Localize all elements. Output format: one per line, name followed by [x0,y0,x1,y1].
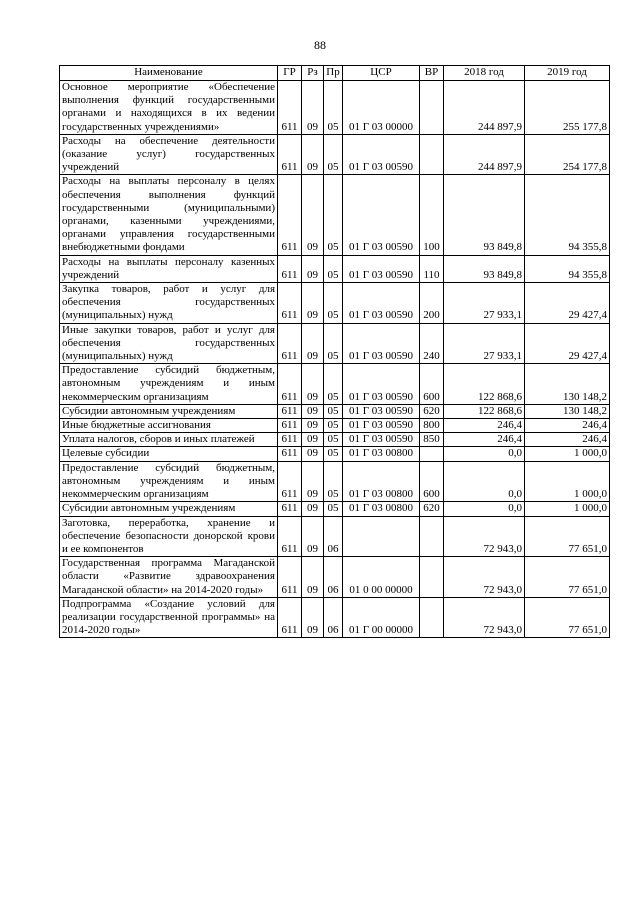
cell-vr: 620 [420,502,444,516]
cell-pr: 06 [324,597,343,638]
cell-pr: 06 [324,557,343,598]
cell-y2019: 77 651,0 [525,557,610,598]
cell-y2018: 93 849,8 [444,255,525,282]
cell-vr [420,557,444,598]
cell-vr: 620 [420,404,444,418]
cell-y2019: 254 177,8 [525,134,610,175]
header-vr: ВР [420,66,444,81]
page-number: 88 [314,38,326,52]
budget-table [59,65,610,638]
cell-vr [420,134,444,175]
cell-y2019: 94 355,8 [525,255,610,282]
cell-vr [420,447,444,461]
table-row [60,557,610,598]
cell-vr: 800 [420,419,444,433]
cell-csr: 01 Г 03 00590 [343,364,420,405]
cell-name: Иные закупки товаров, работ и услуг для обеспечения государственных (муниципальных) нужд [60,323,278,364]
cell-gr: 611 [278,323,302,364]
cell-csr: 01 Г 03 00800 [343,461,420,502]
cell-pr: 05 [324,447,343,461]
cell-gr: 611 [278,502,302,516]
table-row [60,175,610,255]
cell-pr: 05 [324,175,343,255]
header-2018: 2018 год [444,66,525,81]
cell-vr [420,516,444,557]
cell-gr: 611 [278,419,302,433]
table-row [60,283,610,324]
cell-name: Расходы на обеспечение деятельности (оказание услуг) государственных учреждений [60,134,278,175]
cell-csr: 01 Г 03 00800 [343,447,420,461]
header-name: Наименование [60,66,278,81]
cell-gr: 611 [278,255,302,282]
cell-csr: 01 Г 03 00590 [343,175,420,255]
cell-pr: 05 [324,283,343,324]
cell-pr: 05 [324,323,343,364]
cell-y2018: 0,0 [444,502,525,516]
cell-rz: 09 [302,81,324,135]
table-row [60,516,610,557]
cell-gr: 611 [278,404,302,418]
cell-y2019: 77 651,0 [525,516,610,557]
cell-vr: 200 [420,283,444,324]
cell-name: Расходы на выплаты персоналу казенных учреждений [60,255,278,282]
cell-y2019: 29 427,4 [525,323,610,364]
cell-vr: 240 [420,323,444,364]
cell-y2019: 130 148,2 [525,364,610,405]
cell-name: Субсидии автономным учреждениям [60,404,278,418]
cell-y2019: 77 651,0 [525,597,610,638]
cell-pr: 05 [324,404,343,418]
cell-gr: 611 [278,283,302,324]
cell-y2019: 94 355,8 [525,175,610,255]
table-row [60,461,610,502]
cell-csr [343,516,420,557]
cell-name: Предоставление субсидий бюджетным, автономным учреждениям и иным некоммерческим организациям [60,461,278,502]
cell-y2018: 0,0 [444,447,525,461]
cell-vr: 110 [420,255,444,282]
table-body [60,81,610,638]
cell-y2018: 122 868,6 [444,404,525,418]
cell-y2018: 27 933,1 [444,283,525,324]
table-row [60,433,610,447]
cell-name: Государственная программа Магаданской области «Развитие здравоохранения Магаданской области» на 2014-2020 годы» [60,557,278,598]
cell-y2019: 1 000,0 [525,461,610,502]
cell-pr: 05 [324,134,343,175]
cell-rz: 09 [302,447,324,461]
header-pr: Пр [324,66,343,81]
cell-gr: 611 [278,447,302,461]
cell-rz: 09 [302,255,324,282]
cell-gr: 611 [278,81,302,135]
cell-gr: 611 [278,557,302,598]
cell-y2018: 72 943,0 [444,516,525,557]
cell-gr: 611 [278,175,302,255]
cell-y2019: 255 177,8 [525,81,610,135]
cell-rz: 09 [302,134,324,175]
cell-y2018: 72 943,0 [444,557,525,598]
cell-name: Целевые субсидии [60,447,278,461]
cell-gr: 611 [278,461,302,502]
cell-y2019: 1 000,0 [525,447,610,461]
cell-y2018: 122 868,6 [444,364,525,405]
cell-name: Основное мероприятие «Обеспечение выполнения функций государственными органами и находящихся в их ведении государственных учреждениями» [60,81,278,135]
header-csr: ЦСР [343,66,420,81]
cell-name: Иные бюджетные ассигнования [60,419,278,433]
cell-rz: 09 [302,597,324,638]
table-header-row [60,66,610,81]
cell-name: Закупка товаров, работ и услуг для обеспечения государственных (муниципальных) нужд [60,283,278,324]
table-row [60,419,610,433]
cell-y2019: 130 148,2 [525,404,610,418]
cell-pr: 05 [324,502,343,516]
table-row [60,81,610,135]
cell-vr [420,597,444,638]
cell-rz: 09 [302,419,324,433]
cell-y2018: 244 897,9 [444,134,525,175]
cell-gr: 611 [278,364,302,405]
cell-y2018: 0,0 [444,461,525,502]
table-row [60,502,610,516]
header-2019: 2019 год [525,66,610,81]
cell-name: Заготовка, переработка, хранение и обеспечение безопасности донорской крови и ее компонентов [60,516,278,557]
header-gr: ГР [278,66,302,81]
cell-rz: 09 [302,175,324,255]
cell-pr: 05 [324,255,343,282]
cell-csr: 01 Г 00 00000 [343,597,420,638]
cell-pr: 06 [324,516,343,557]
cell-name: Подпрограмма «Создание условий для реализации государственной программы» на 2014-2020 годы» [60,597,278,638]
table-row [60,597,610,638]
cell-gr: 611 [278,433,302,447]
cell-vr: 100 [420,175,444,255]
table-row [60,323,610,364]
cell-csr: 01 Г 03 00590 [343,134,420,175]
cell-vr: 600 [420,461,444,502]
table-row [60,404,610,418]
cell-y2018: 93 849,8 [444,175,525,255]
table-row [60,447,610,461]
table-row [60,364,610,405]
cell-gr: 611 [278,134,302,175]
cell-csr: 01 Г 03 00590 [343,419,420,433]
cell-vr [420,81,444,135]
cell-y2018: 246,4 [444,419,525,433]
cell-csr: 01 Г 03 00590 [343,433,420,447]
cell-csr: 01 Г 03 00000 [343,81,420,135]
cell-csr: 01 Г 03 00590 [343,283,420,324]
cell-vr: 850 [420,433,444,447]
cell-rz: 09 [302,433,324,447]
cell-name: Субсидии автономным учреждениям [60,502,278,516]
cell-y2018: 244 897,9 [444,81,525,135]
cell-rz: 09 [302,502,324,516]
cell-rz: 09 [302,323,324,364]
cell-rz: 09 [302,557,324,598]
cell-y2019: 246,4 [525,419,610,433]
cell-gr: 611 [278,516,302,557]
cell-name: Предоставление субсидий бюджетным, автономным учреждениям и иным некоммерческим организациям [60,364,278,405]
cell-csr: 01 Г 03 00590 [343,323,420,364]
cell-csr: 01 0 00 00000 [343,557,420,598]
cell-y2018: 72 943,0 [444,597,525,638]
cell-rz: 09 [302,364,324,405]
cell-csr: 01 Г 03 00590 [343,255,420,282]
table-row [60,134,610,175]
cell-gr: 611 [278,597,302,638]
cell-name: Уплата налогов, сборов и иных платежей [60,433,278,447]
cell-rz: 09 [302,516,324,557]
cell-rz: 09 [302,404,324,418]
cell-pr: 05 [324,461,343,502]
table-row [60,255,610,282]
cell-rz: 09 [302,461,324,502]
cell-rz: 09 [302,283,324,324]
cell-pr: 05 [324,419,343,433]
cell-y2018: 27 933,1 [444,323,525,364]
cell-y2019: 246,4 [525,433,610,447]
cell-name: Расходы на выплаты персоналу в целях обеспечения выполнения функций государственными (муниципальными) органами, казенными учреждениями, органами управления государственными внебюджетными фондами [60,175,278,255]
cell-pr: 05 [324,433,343,447]
header-rz: Рз [302,66,324,81]
cell-csr: 01 Г 03 00800 [343,502,420,516]
cell-pr: 05 [324,81,343,135]
cell-pr: 05 [324,364,343,405]
cell-vr: 600 [420,364,444,405]
cell-csr: 01 Г 03 00590 [343,404,420,418]
cell-y2019: 29 427,4 [525,283,610,324]
cell-y2019: 1 000,0 [525,502,610,516]
cell-y2018: 246,4 [444,433,525,447]
